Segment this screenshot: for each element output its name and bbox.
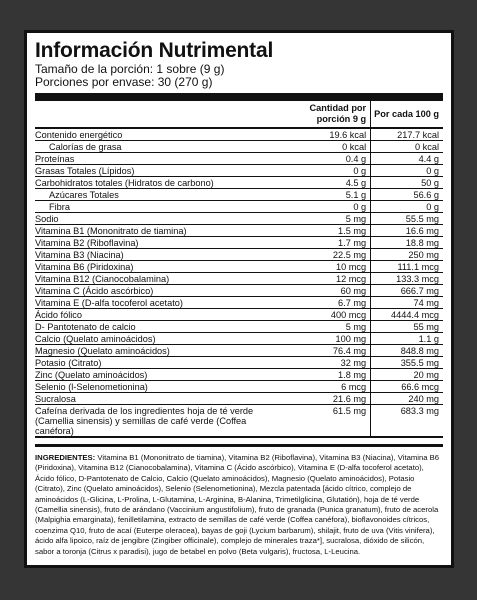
amount-per-serving: 19.6 kcal (329, 129, 367, 140)
amount-per-100g: 0 g (371, 165, 443, 177)
nutrient-label: D- Pantotenato de calcio (35, 321, 136, 332)
table-row (35, 225, 443, 237)
table-row (35, 165, 443, 177)
nutrient-label: Vitamina E (D-alfa tocoferol acetato) (35, 297, 183, 308)
header-per-100g: Por cada 100 g (371, 101, 443, 128)
table-row (35, 333, 443, 345)
header-per-serving: Cantidad por porción 9 g (309, 103, 367, 124)
amount-per-serving: 100 mg (335, 333, 367, 344)
amount-per-serving: 5 mg (345, 321, 367, 332)
nutrient-label: Grasas Totales (Lípidos) (35, 165, 135, 176)
table-row (35, 381, 443, 393)
amount-per-100g: 240 mg (371, 393, 443, 405)
amount-per-100g: 683.3 mg (371, 405, 443, 438)
amount-per-serving: 32 mg (340, 357, 367, 368)
amount-per-serving: 0 g (353, 201, 367, 212)
amount-per-serving: 0 kcal (342, 141, 367, 152)
nutrient-label: Proteínas (35, 153, 75, 164)
amount-per-serving: 1.5 mg (338, 225, 367, 236)
amount-per-serving: 0 g (353, 165, 367, 176)
amount-per-100g: 4.4 g (371, 153, 443, 165)
nutrient-label: Contenido energético (35, 129, 123, 140)
amount-per-serving: 60 mg (340, 285, 367, 296)
table-row (35, 357, 443, 369)
amount-per-100g: 74 mg (371, 297, 443, 309)
nutrient-label: Calcio (Quelato aminoácidos) (35, 333, 156, 344)
amount-per-100g: 848.8 mg (371, 345, 443, 357)
amount-per-100g: 16.6 mg (371, 225, 443, 237)
ingredients-heading: INGREDIENTES: (35, 453, 96, 462)
nutrient-label: Selenio (l-Selenometionina) (35, 381, 148, 392)
amount-per-serving: 22.5 mg (332, 249, 367, 260)
table-row (35, 369, 443, 381)
amount-per-100g: 55.5 mg (371, 213, 443, 225)
nutrient-label: Calorías de grasa (49, 141, 122, 152)
header-blank (35, 101, 286, 128)
amount-per-100g: 250 mg (371, 249, 443, 261)
ingredients-block (35, 444, 443, 557)
table-row (35, 297, 443, 309)
amount-per-serving: 5 mg (345, 213, 367, 224)
nutrient-label: Vitamina B1 (Mononitrato de tiamina) (35, 225, 187, 236)
nutrient-label: Ácido fólico (35, 309, 82, 320)
amount-per-serving: 12 mcg (335, 273, 367, 284)
amount-per-serving: 400 mcg (330, 309, 367, 320)
amount-per-serving: 4.5 g (345, 177, 367, 188)
amount-per-100g: 666.7 mg (371, 285, 443, 297)
nutrient-label: Magnesio (Quelato aminoácidos) (35, 345, 170, 356)
amount-per-100g: 20 mg (371, 369, 443, 381)
amount-per-serving: 0.4 g (345, 153, 367, 164)
nutrient-label: Vitamina C (Ácido ascórbico) (35, 285, 154, 296)
amount-per-100g: 18.8 mg (371, 237, 443, 249)
table-row (35, 345, 443, 357)
amount-per-serving: 1.7 mg (338, 237, 367, 248)
servings-per-container: Porciones por envase: 30 (270 g) (35, 75, 213, 89)
table-row (35, 405, 443, 438)
table-row (35, 189, 443, 201)
amount-per-serving: 6.7 mg (338, 297, 367, 308)
table-row (35, 141, 443, 153)
amount-per-serving: 10 mcg (335, 261, 367, 272)
thick-divider (35, 93, 443, 101)
amount-per-serving: 6 mcg (341, 381, 367, 392)
table-header-row (35, 101, 443, 128)
amount-per-100g: 55 mg (371, 321, 443, 333)
amount-per-100g: 217.7 kcal (371, 128, 443, 141)
amount-per-100g: 111.1 mcg (371, 261, 443, 273)
panel-title: Información Nutrimental (35, 39, 274, 62)
table-row (35, 321, 443, 333)
nutrient-label: Potasio (Citrato) (35, 357, 102, 368)
nutrient-label: Azúcares Totales (49, 189, 119, 200)
amount-per-100g: 0 kcal (371, 141, 443, 153)
amount-per-100g: 355.5 mg (371, 357, 443, 369)
nutrient-label: Vitamina B12 (Cianocobalamina) (35, 273, 170, 284)
amount-per-100g: 66.6 mcg (371, 381, 443, 393)
nutrient-label: Vitamina B2 (Riboflavina) (35, 237, 139, 248)
amount-per-100g: 133.3 mcg (371, 273, 443, 285)
table-row (35, 213, 443, 225)
table-row (35, 309, 443, 321)
table-row (35, 249, 443, 261)
table-row (35, 128, 443, 141)
amount-per-serving: 61.5 mg (332, 405, 367, 416)
amount-per-serving: 5.1 g (345, 189, 367, 200)
nutrient-label: Zinc (Quelato aminoácidos) (35, 369, 148, 380)
table-row (35, 261, 443, 273)
nutrition-facts-panel (24, 30, 454, 568)
nutrient-label: Cafeína derivada de los ingredientes hoja de té verde (Camellia sinensis) y semillas de café verde (Coffea canéfora) (35, 405, 254, 436)
serving-size: Tamaño de la porción: 1 sobre (9 g) (35, 62, 225, 76)
table-row (35, 177, 443, 189)
amount-per-100g: 1.1 g (371, 333, 443, 345)
ingredients-text: Vitamina B1 (Mononitrato de tiamina), Vitamina B2 (Riboflavina), Vitamina B3 (Niacina), Vitamina B6 (Piridoxina), Vitamina B12 (Cianocobalamina), Vitamina C (Ácido ascórbico), Vitamina E (D-alfa tocoferol acetato), Ácido fólico, D-Pantotenato de Calcio, Calcio (Quelato aminoácidos), Magnesio (Quelato aminoácidos), Potasio (Citrato), Zinc (Quelato aminoácidos), Selenio (Selenometionina), Mezcla patentada [ácido cítrico, complejo de aminoácidos (L-Glicina, L-Prolina, L-Glutamina, L-Arginina, B-Alanina, Trimetilglicina, Glutatión), hoja de té verde (Camellia sinensis), fruto de arándano (Vaccinium angustifolium), fruto de granada (Punica granatum), fruto de acerola (Malpighia emarginata), fenilletilamina, extracto de semillas de café verde (Coffea canéfora), bioflavonoides cítricos, coenzima Q10, fruto de acaí (Euterpe oleracea), bayas de goji (Lycium barbarum), shilajit, fruto de uva (Vitis vinifera), ácido alfa lipoico, raíz de jengibre (Zingiber officinale), complejo de minerales traza*], sucralosa, dióxido de silicón, sabor a toronja (Citrus x paradisi), jugo de betabel en polvo (Beta vulgaris), fructosa, L-Leucina. (35, 453, 440, 556)
amount-per-100g: 4444.4 mcg (371, 309, 443, 321)
amount-per-100g: 56.6 g (371, 189, 443, 201)
nutrient-label: Sucralosa (35, 393, 76, 404)
table-row (35, 393, 443, 405)
table-row (35, 201, 443, 213)
nutrient-label: Vitamina B6 (Piridoxina) (35, 261, 134, 272)
table-row (35, 273, 443, 285)
nutrient-label: Fibra (49, 201, 70, 212)
nutrition-table (35, 101, 443, 438)
amount-per-serving: 21.6 mg (332, 393, 367, 404)
table-row (35, 153, 443, 165)
nutrient-label: Vitamina B3 (Niacina) (35, 249, 124, 260)
amount-per-serving: 76.4 mg (332, 345, 367, 356)
nutrient-label: Carbohidratos totales (Hidratos de carbono) (35, 177, 214, 188)
nutrient-label: Sodio (35, 213, 59, 224)
amount-per-100g: 0 g (371, 201, 443, 213)
nutrient-rows (35, 128, 443, 437)
table-row (35, 285, 443, 297)
table-row (35, 237, 443, 249)
amount-per-100g: 50 g (371, 177, 443, 189)
amount-per-serving: 1.8 mg (338, 369, 367, 380)
